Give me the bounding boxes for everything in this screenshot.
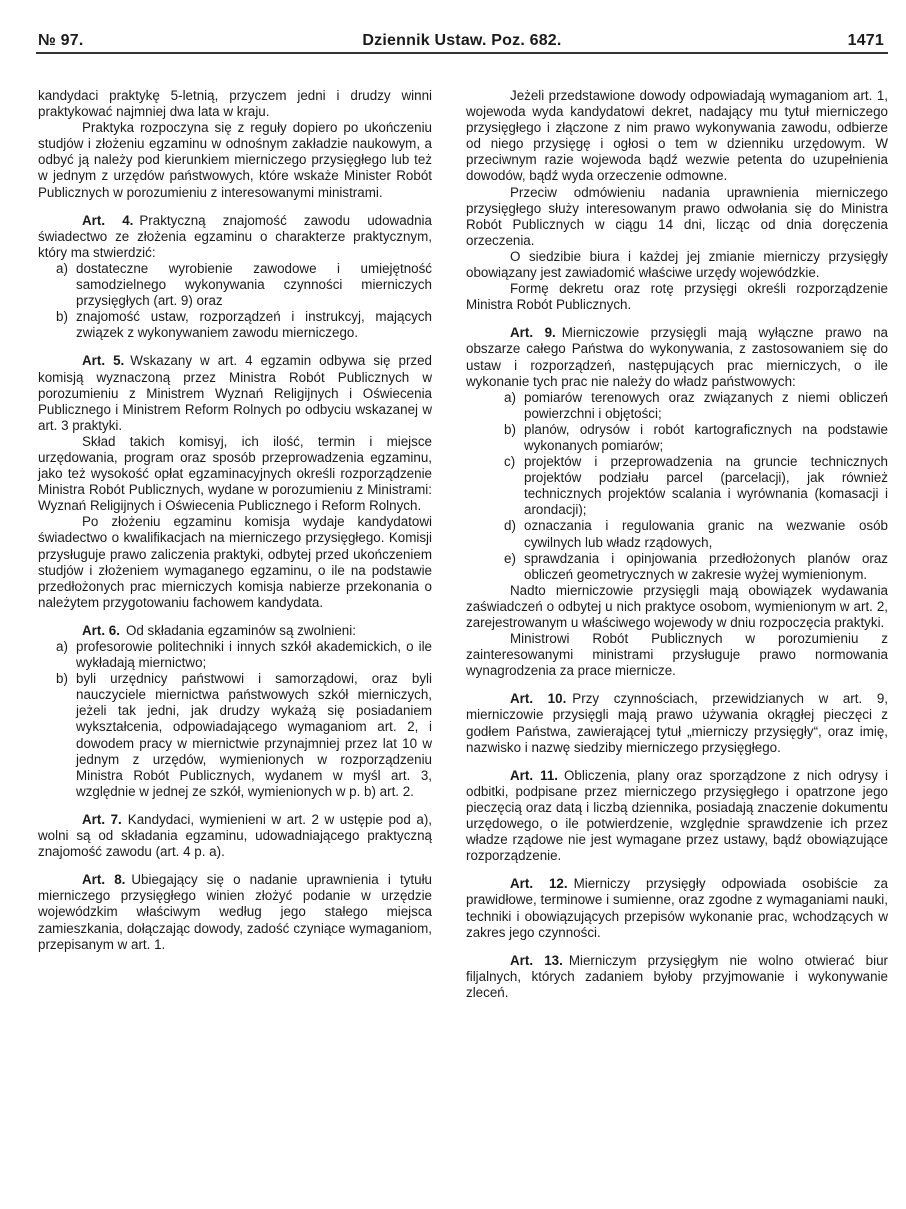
article-11: Art. 11. Obliczenia, plany oraz sporządzone z nich odrysy i odbitki, podpisane przez mierniczego przysięgłego i opatrzone jego pieczęcią oraz datą i liczbą dziennika, posiadają znaczenie dokumentu urzędowego, o ile potwierdzenie, względnie sprawdzenie ich przez władze rządowe nie jest wymagane przez ustawy, bądź obowiązujące rozporządzenie. bbox=[466, 767, 888, 864]
list-item: a) profesorowie politechniki i innych szkół akademickich, o ile wykładają miernictwo; bbox=[56, 639, 432, 671]
issue-number: № 97. bbox=[38, 32, 84, 49]
article-9: Art. 9. Mierniczowie przysięgli mają wyłączne prawo na obszarze całego Państwa do wykonywania, z zastosowaniem się do ustaw i rozporządzeń, następujących prac mierniczych, o ile wykonanie tych prac nie należy do władz państwowych: bbox=[466, 325, 888, 389]
paragraph: Po złożeniu egzaminu komisja wydaje kandydatowi świadectwo o kwalifikacjach na mierniczego przysięgłego. Komisji przysługuje prawo zaliczenia praktyki, odbytej przed ukończeniem studjów i złożeniem wymaganego egzaminu, o ile na podstawie przedłożonych prac mierniczych komisja nabierze przekonania o należytem przygotowaniu fachowem kandydata. bbox=[38, 514, 432, 610]
paragraph: Przeciw odmówieniu nadania uprawnienia mierniczego przysięgłego służy interesowanym prawo odwołania się do Ministra Robót Publicznych w ciągu 14 dni, licząc od dnia doręczenia orzeczenia. bbox=[466, 184, 888, 248]
journal-title: Dziennik Ustaw. Poz. 682. bbox=[362, 32, 562, 49]
article-label: Art. 9. bbox=[510, 325, 556, 341]
article-label: Art. 11. bbox=[510, 767, 558, 783]
paragraph: Nadto mierniczowie przysięgli mają obowiązek wydawania zaświadczeń o odbytej u nich praktyce osobom, wymienionym w art. 2, zarejestrowanym u właściwego wojewody w dniu rozpoczęcia praktyki. bbox=[466, 582, 888, 630]
list-item: d) oznaczania i regulowania granic na wezwanie osób cywilnych lub władz rządowych, bbox=[504, 518, 888, 550]
paragraph: Ministrowi Robót Publicznych w porozumieniu z zainteresowanymi ministrami przysługuje prawo normowania wynagrodzenia za prace miernicze. bbox=[466, 631, 888, 679]
article-label: Art. 13. bbox=[510, 952, 563, 968]
list-item: c) projektów i przeprowadzenia na gruncie technicznych projektów podziału parcel (parcelacji), jak również technicznych projektów scalania i wyrównania (komasacji i arondacji); bbox=[504, 454, 888, 518]
page-number: 1471 bbox=[847, 32, 884, 49]
paragraph: Formę dekretu oraz rotę przysięgi określi rozporządzenie Ministra Robót Publicznych. bbox=[466, 281, 888, 313]
article-label: Art. 12. bbox=[510, 876, 568, 892]
list-item: a) pomiarów terenowych oraz związanych z niemi obliczeń powierzchni i objętości; bbox=[504, 389, 888, 421]
list-item: b) znajomość ustaw, rozporządzeń i instrukcyj, mających związek z wykonywaniem zawodu mierniczego. bbox=[56, 309, 432, 341]
paragraph: kandydaci praktykę 5-letnią, przyczem jedni i drudzy winni praktykować najmniej dwa lata w kraju. bbox=[38, 88, 432, 120]
article-8: Art. 8. Ubiegający się o nadanie uprawnienia i tytułu mierniczego przysięgłego winien złożyć podanie w urzędzie wojewódzkim właściwym według jego stałego miejsca zamieszkania, dołączając dowody, zadość czyniące wymaganiom, przepisanym w art. 1. bbox=[38, 872, 432, 952]
article-label: Art. 7. bbox=[82, 811, 122, 827]
page-header bbox=[36, 26, 888, 54]
article-13: Art. 13. Mierniczym przysięgłym nie wolno otwierać biur filjalnych, których zadaniem byłoby przyjmowanie i wykonywanie zleceń. bbox=[466, 952, 888, 1000]
list-item: b) byli urzędnicy państwowi i samorządowi, oraz byli nauczyciele miernictwa państwowych szkół mierniczych, jeżeli tak jedni, jak drudzy wykażą się posiadaniem wykształcenia, odpowiadającego wymaganiom art. 2, i dowodem pracy w miernictwie przynajmniej przez lat 10 w jednym z urzędów, wymienionych w rozporządzeniu Ministra Robót Publicznych, wydanem w myśl art. 3, względnie w jednej ze szkół, wymienionych w p. b) art. 2. bbox=[56, 671, 432, 799]
paragraph: Skład takich komisyj, ich ilość, termin i miejsce urzędowania, program oraz sposób przeprowadzenia egzaminu, jako też wysokość opłat egzaminacyjnych określi rozporządzenie Ministra Robót Publicznych, wydane w porozumieniu z Ministrami: Wyznań Religijnych i Oświecenia Publicznego i Reform Rolnych. bbox=[38, 433, 432, 514]
right-column bbox=[466, 88, 888, 1001]
article-label: Art. 8. bbox=[82, 872, 126, 888]
article-label: Art. 5. bbox=[82, 353, 125, 369]
article-10: Art. 10. Przy czynnościach, przewidzianych w art. 9, mierniczowie przysięgli mają prawo używania okrągłej pieczęci z godłem Państwa, zawierającej tytuł „mierniczy przysięgły“, oraz imię, nazwisko i nazwę siedziby mierniczego przysięgłego. bbox=[466, 691, 888, 755]
paragraph: Praktyka rozpoczyna się z reguły dopiero po ukończeniu studjów i złożeniu egzaminu w odnośnym zakładzie naukowym, a odbyć ją należy pod kierunkiem mierniczego przysięgłego lub też w jednym z urzędów państwowych, które wskaże Minister Robót Publicznych w porozumieniu z interesowanymi ministrami. bbox=[38, 120, 432, 200]
list-item: e) sprawdzania i opinjowania przedłożonych planów oraz obliczeń geometrycznych w zakresie wyżej wymienionym. bbox=[504, 550, 888, 582]
article-4: Art. 4. Praktyczną znajomość zawodu udowadnia świadectwo ze złożenia egzaminu o charakterze praktycznym, który ma stwierdzić: bbox=[38, 212, 432, 260]
article-label: Art. 4. bbox=[82, 212, 134, 228]
paragraph: Jeżeli przedstawione dowody odpowiadają wymaganiom art. 1, wojewoda wyda kandydatowi dekret, nadający mu tytuł mierniczego przysięgłego i złączone z nim prawo wykonywania zawodu, odbierze od niego przysięgę i ogłosi o tem w dzienniku urzędowym. W przeciwnym razie wojewoda bądź wezwie petenta do uzupełnienia dowodów, bądź wyda orzeczenie odmowne. bbox=[466, 88, 888, 184]
article-7: Art. 7. Kandydaci, wymienieni w art. 2 w ustępie pod a), wolni są od składania egzaminu, udowadniającego praktyczną znajomość zawodu (art. 4 p. a). bbox=[38, 811, 432, 860]
list-item: b) planów, odrysów i robót kartograficznych na podstawie wykonanych pomiarów; bbox=[504, 421, 888, 453]
article-label: Art. 10. bbox=[510, 691, 567, 707]
article-6: Art. 6. Od składania egzaminów są zwolnieni: bbox=[82, 622, 356, 638]
left-column bbox=[38, 88, 432, 953]
article-12: Art. 12. Mierniczy przysięgły odpowiada osobiście za prawidłowe, terminowe i sumienne, oraz zgodne z wymaganiami nauki, techniki i obowiązujących przepisów wykonanie prac, wchodzących w zakres jego czynności. bbox=[466, 876, 888, 940]
list-item: a) dostateczne wyrobienie zawodowe i umiejętność samodzielnego wykonywania czynności mierniczych przysięgłych (art. 9) oraz bbox=[56, 260, 432, 309]
article-5: Art. 5. Wskazany w art. 4 egzamin odbywa się przed komisją wyznaczoną przez Ministra Robót Publicznych w porozumieniu z Ministrem Wyznań Religijnych i Oświecenia Publicznego i Ministrem Reform Rolnych po odbyciu wskazanej w art. 3 praktyki. bbox=[38, 353, 432, 433]
article-label: Art. 6. bbox=[82, 622, 120, 638]
paragraph: O siedzibie biura i każdej jej zmianie mierniczy przysięgły obowiązany jest zawiadomić właściwe urzędy wojewódzkie. bbox=[466, 248, 888, 281]
